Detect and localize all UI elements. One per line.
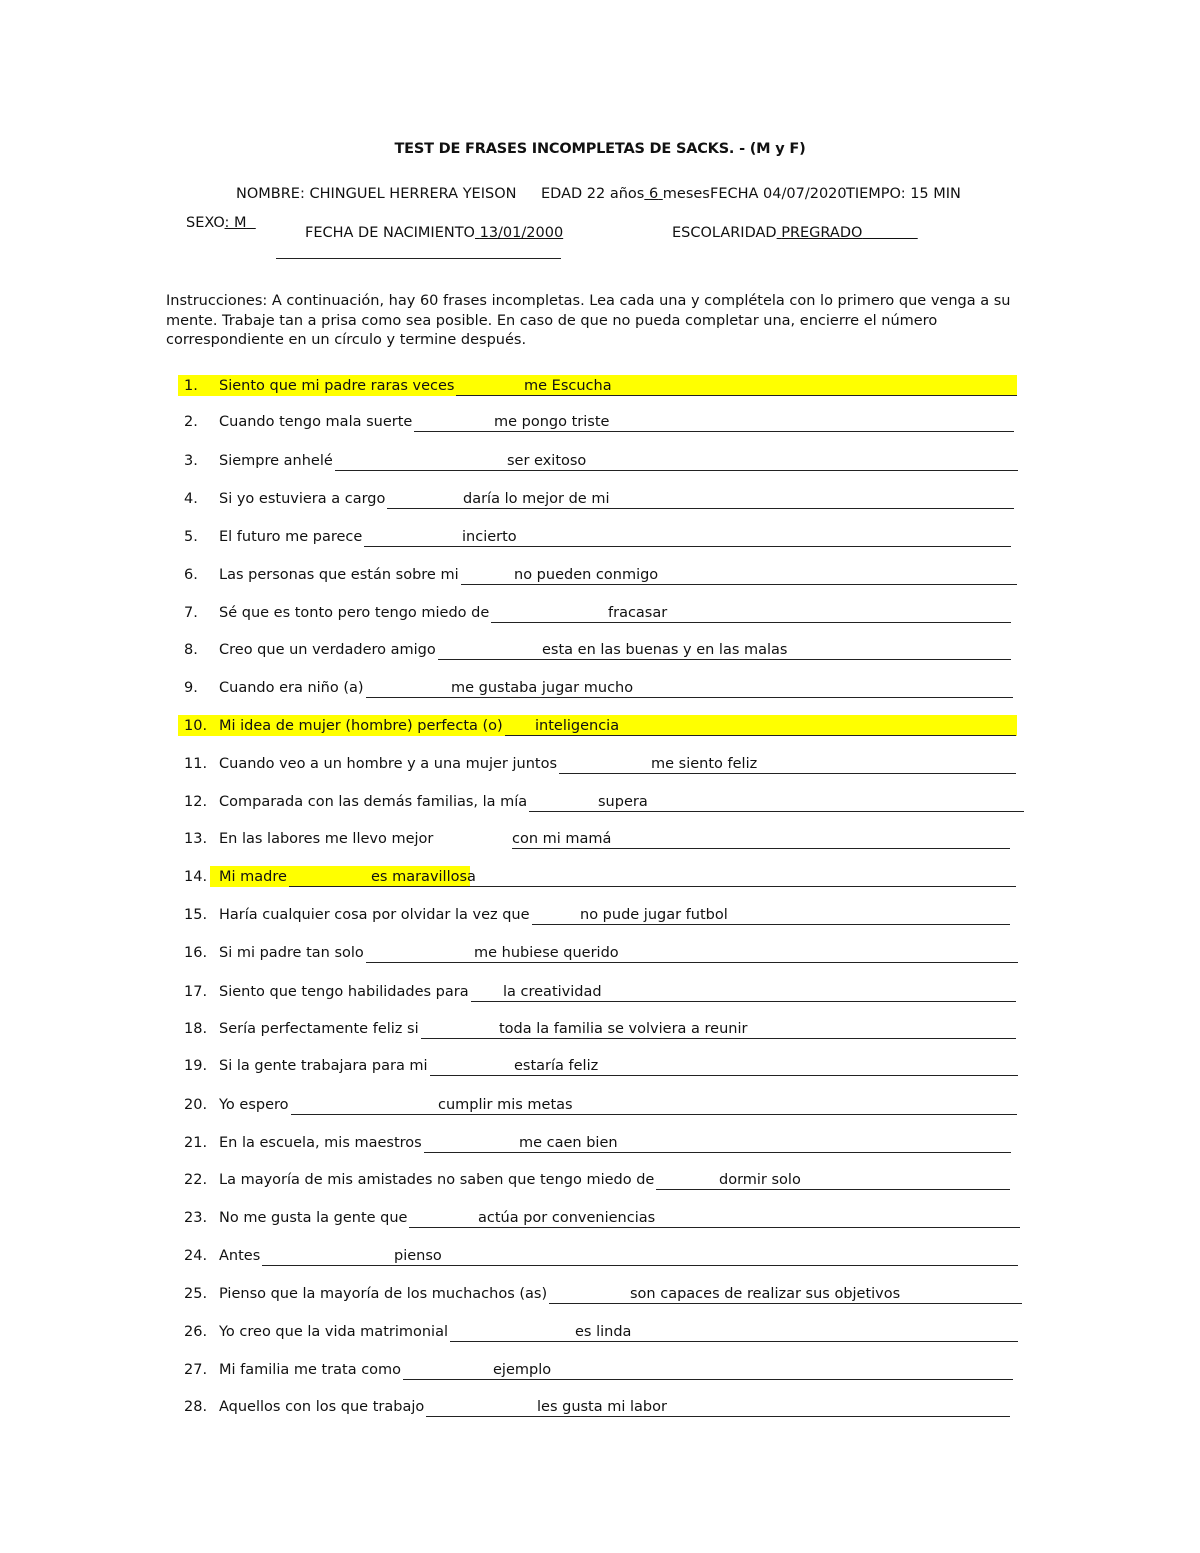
answer-line <box>335 470 1018 471</box>
escolaridad-label: ESCOLARIDAD <box>672 225 777 241</box>
item-stem: Comparada con las demás familias, la mía <box>219 794 528 810</box>
item-stem: No me gusta la gente que <box>219 1210 408 1226</box>
item-answer: inteligencia <box>535 718 620 734</box>
item-stem: Haría cualquier cosa por olvidar la vez que <box>219 907 530 923</box>
item-answer: daría lo mejor de mi <box>463 491 610 507</box>
item-number: 16. <box>184 945 208 961</box>
edad-field <box>541 186 710 202</box>
item-stem: En la escuela, mis maestros <box>219 1135 422 1151</box>
list-item <box>0 1362 1200 1386</box>
item-stem: La mayoría de mis amistades no saben que tengo miedo de <box>219 1172 655 1188</box>
item-stem: Sé que es tonto pero tengo miedo de <box>219 605 490 621</box>
answer-line <box>387 508 1014 509</box>
list-item <box>0 718 1200 742</box>
item-answer: con mi mamá <box>512 831 612 847</box>
item-number: 2. <box>184 414 198 430</box>
item-number: 6. <box>184 567 198 583</box>
item-stem: Cuando veo a un hombre y a una mujer juntos <box>219 756 558 772</box>
item-number: 17. <box>184 984 208 1000</box>
item-answer: ejemplo <box>493 1362 552 1378</box>
list-item <box>0 680 1200 704</box>
item-stem: En las labores me llevo mejor <box>219 831 434 847</box>
item-answer: ser exitoso <box>507 453 587 469</box>
answer-line <box>450 1341 1018 1342</box>
item-answer: estaría feliz <box>514 1058 599 1074</box>
item-answer: supera <box>598 794 648 810</box>
item-number: 4. <box>184 491 198 507</box>
answer-line <box>403 1379 1013 1380</box>
item-answer: cumplir mis metas <box>438 1097 573 1113</box>
item-number: 7. <box>184 605 198 621</box>
list-item <box>0 1210 1200 1234</box>
item-stem: Cuando tengo mala suerte <box>219 414 413 430</box>
item-answer: no pueden conmigo <box>514 567 659 583</box>
item-stem: Pienso que la mayoría de los muchachos (as) <box>219 1286 548 1302</box>
item-number: 22. <box>184 1172 208 1188</box>
list-item <box>0 642 1200 666</box>
list-item <box>0 605 1200 629</box>
answer-line <box>529 811 1024 812</box>
item-number: 15. <box>184 907 208 923</box>
answer-line <box>424 1152 1011 1153</box>
list-item <box>0 1399 1200 1423</box>
answer-line <box>409 1227 1020 1228</box>
item-answer: me gustaba jugar mucho <box>451 680 634 696</box>
answer-line <box>505 735 1016 736</box>
item-number: 3. <box>184 453 198 469</box>
item-number: 10. <box>184 718 208 734</box>
answer-line <box>262 1265 1018 1266</box>
item-answer: incierto <box>462 529 517 545</box>
item-stem: Si yo estuviera a cargo <box>219 491 386 507</box>
answer-line <box>656 1189 1010 1190</box>
answer-line <box>430 1075 1018 1076</box>
item-answer: me caen bien <box>519 1135 618 1151</box>
list-item <box>0 984 1200 1008</box>
item-number: 9. <box>184 680 198 696</box>
item-number: 27. <box>184 1362 208 1378</box>
item-number: 19. <box>184 1058 208 1074</box>
answer-line <box>414 431 1014 432</box>
answer-line <box>426 1416 1010 1417</box>
item-stem: El futuro me parece <box>219 529 363 545</box>
item-stem: Sería perfectamente feliz si <box>219 1021 419 1037</box>
escolaridad-value: PREGRADO <box>781 225 863 241</box>
nombre-field: NOMBRE: CHINGUEL HERRERA YEISON <box>236 186 517 202</box>
list-item <box>0 945 1200 969</box>
item-stem: Cuando era niño (a) <box>219 680 364 696</box>
item-number: 28. <box>184 1399 208 1415</box>
item-number: 14. <box>184 869 208 885</box>
item-number: 8. <box>184 642 198 658</box>
list-item <box>0 869 1200 893</box>
list-item <box>0 529 1200 553</box>
item-stem: Antes <box>219 1248 261 1264</box>
answer-line <box>364 546 1011 547</box>
nacimiento-label: FECHA DE NACIMIENTO <box>305 225 475 241</box>
answer-line <box>471 1001 1016 1002</box>
answer-line <box>532 924 1010 925</box>
item-stem: Siempre anhelé <box>219 453 333 469</box>
answer-line <box>438 659 1011 660</box>
answer-line <box>289 886 1016 887</box>
list-item <box>0 414 1200 438</box>
item-answer: pienso <box>394 1248 442 1264</box>
item-stem: Siento que tengo habilidades para <box>219 984 469 1000</box>
item-stem: Mi idea de mujer (hombre) perfecta (o) <box>219 718 503 734</box>
answer-line <box>421 1038 1016 1039</box>
item-number: 5. <box>184 529 198 545</box>
instructions-text: Instrucciones: A continuación, hay 60 frases incompletas. Lea cada una y complétela con lo primero que venga a su mente. Trabaje tan a prisa como sea posible. En caso de que no pueda completar una, encierre el número correspondiente en un círculo y termine después. <box>166 293 1011 348</box>
list-item <box>0 1058 1200 1082</box>
answer-line <box>559 773 1016 774</box>
answer-line <box>491 622 1011 623</box>
answer-line <box>366 962 1018 963</box>
list-item <box>0 831 1200 855</box>
item-stem: Mi familia me trata como <box>219 1362 402 1378</box>
answer-line <box>291 1114 1017 1115</box>
edad-meses-value: 6 <box>648 186 659 202</box>
item-number: 25. <box>184 1286 208 1302</box>
sexo-field <box>186 215 256 231</box>
answer-line <box>549 1303 1022 1304</box>
item-stem: Creo que un verdadero amigo <box>219 642 436 658</box>
item-answer: me pongo triste <box>494 414 610 430</box>
edad-meses-label: meses <box>662 186 710 202</box>
item-number: 1. <box>184 378 198 394</box>
item-answer: la creatividad <box>503 984 602 1000</box>
item-answer: fracasar <box>608 605 668 621</box>
list-item <box>0 794 1200 818</box>
item-answer: es linda <box>575 1324 632 1340</box>
item-number: 13. <box>184 831 208 847</box>
item-answer: toda la familia se volviera a reunir <box>499 1021 748 1037</box>
item-answer: les gusta mi labor <box>537 1399 667 1415</box>
nacimiento-value: 13/01/2000 <box>479 225 564 241</box>
list-item <box>0 1248 1200 1272</box>
edad-label: EDAD 22 años <box>541 186 645 202</box>
item-stem: Siento que mi padre raras veces <box>219 378 455 394</box>
divider-line <box>276 258 561 259</box>
sexo-value: : M <box>224 215 247 231</box>
list-item <box>0 453 1200 477</box>
item-number: 11. <box>184 756 208 772</box>
item-answer: no pude jugar futbol <box>580 907 728 923</box>
item-answer: dormir solo <box>719 1172 801 1188</box>
list-item <box>0 1135 1200 1159</box>
list-item <box>0 1021 1200 1045</box>
tiempo-field: TIEMPO: 15 MIN <box>846 186 961 202</box>
item-answer: actúa por conveniencias <box>478 1210 656 1226</box>
list-item <box>0 1097 1200 1121</box>
list-item <box>0 1172 1200 1196</box>
list-item <box>0 756 1200 780</box>
item-answer: son capaces de realizar sus objetivos <box>630 1286 901 1302</box>
item-stem: Las personas que están sobre mi <box>219 567 459 583</box>
item-answer: es maravillosa <box>371 869 476 885</box>
page-title: TEST DE FRASES INCOMPLETAS DE SACKS. - (M y F) <box>394 141 806 157</box>
item-number: 26. <box>184 1324 208 1340</box>
item-stem: Si mi padre tan solo <box>219 945 364 961</box>
list-item <box>0 907 1200 931</box>
item-number: 20. <box>184 1097 208 1113</box>
item-answer: esta en las buenas y en las malas <box>542 642 788 658</box>
item-answer: me Escucha <box>524 378 612 394</box>
item-stem: Si la gente trabajara para mi <box>219 1058 428 1074</box>
item-number: 12. <box>184 794 208 810</box>
item-stem: Yo creo que la vida matrimonial <box>219 1324 448 1340</box>
item-answer: me siento feliz <box>651 756 758 772</box>
item-stem: Mi madre <box>219 869 287 885</box>
nacimiento-field <box>305 225 563 241</box>
escolaridad-field <box>672 225 918 241</box>
item-answer: me hubiese querido <box>474 945 619 961</box>
list-item <box>0 567 1200 591</box>
list-item <box>0 491 1200 515</box>
list-item <box>0 1286 1200 1310</box>
sexo-label: SEXO <box>186 215 225 231</box>
list-item <box>0 378 1200 402</box>
item-stem: Yo espero <box>219 1097 289 1113</box>
item-number: 21. <box>184 1135 208 1151</box>
answer-line <box>366 697 1013 698</box>
item-number: 23. <box>184 1210 208 1226</box>
item-number: 18. <box>184 1021 208 1037</box>
item-number: 24. <box>184 1248 208 1264</box>
answer-line <box>512 848 1010 849</box>
item-stem: Aquellos con los que trabajo <box>219 1399 425 1415</box>
answer-line <box>456 395 1017 396</box>
list-item <box>0 1324 1200 1348</box>
answer-line <box>461 584 1017 585</box>
fecha-field: FECHA 04/07/2020 <box>710 186 847 202</box>
